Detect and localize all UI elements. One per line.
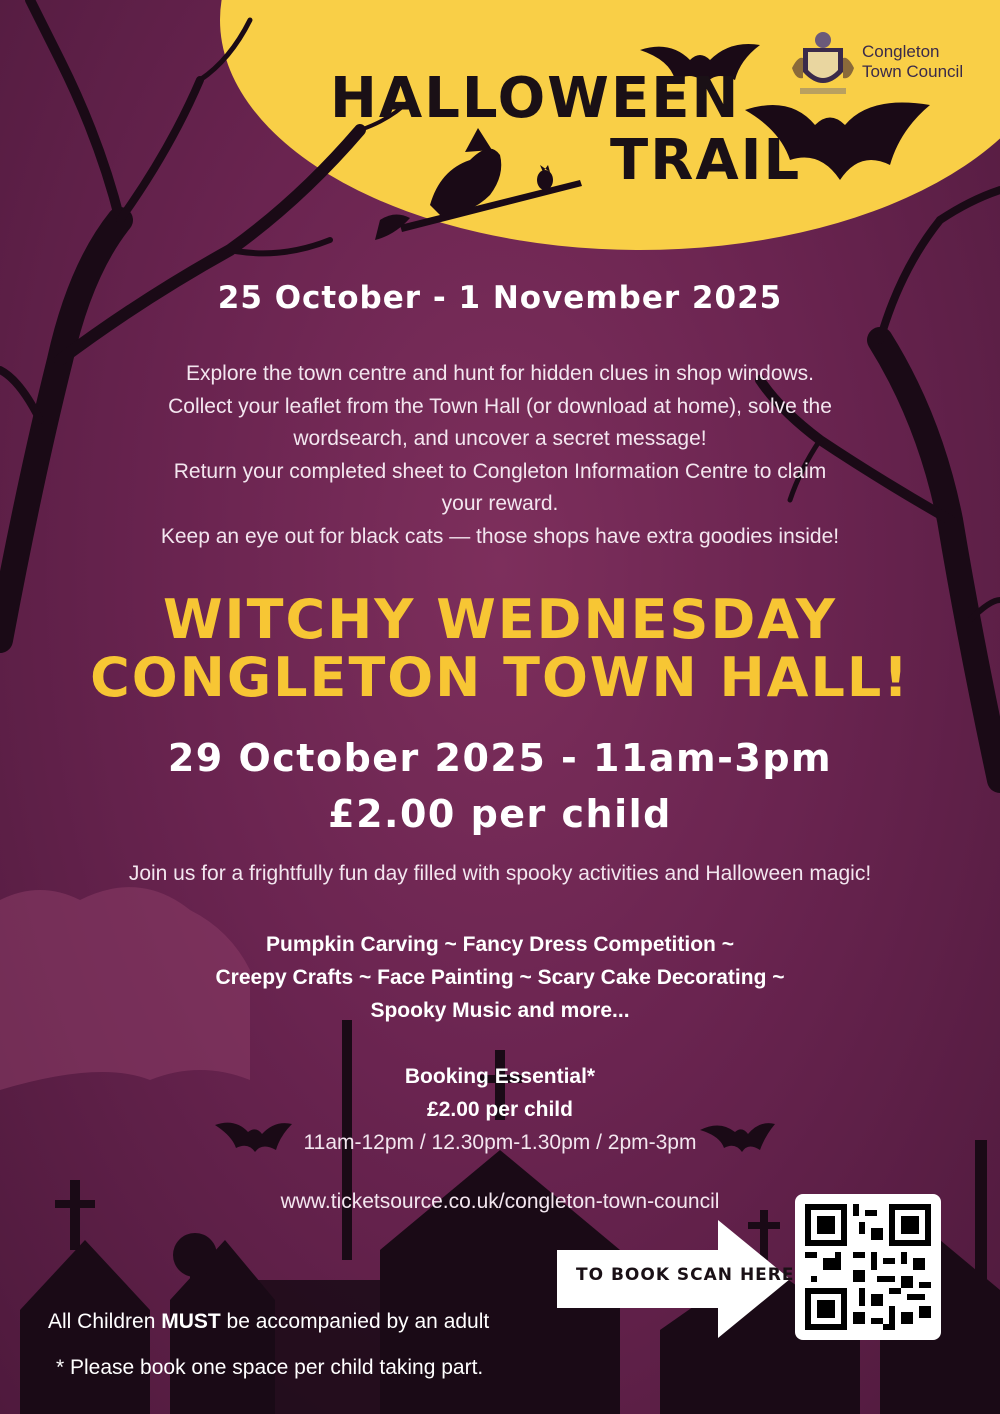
trail-dates: 25 October - 1 November 2025 [217, 280, 783, 316]
intro-line: Return your completed sheet to Congleton Information Centre to claim [173, 459, 827, 483]
event-headline-line1: WITCHY WEDNESDAY [162, 588, 837, 651]
council-name-line1: Congleton [862, 42, 940, 61]
intro-line: Keep an eye out for black cats — those shops have extra goodies inside! [160, 524, 840, 548]
activities-line: Pumpkin Carving ~ Fancy Dress Competition ~ [266, 933, 734, 956]
booking-heading: Booking Essential* [404, 1065, 596, 1088]
event-activities [0, 928, 1000, 1027]
town-crest-icon [790, 28, 856, 98]
council-name-line2: Town Council [862, 62, 964, 81]
footer-note-emphasis: MUST [161, 1310, 221, 1333]
scan-label: TO BOOK SCAN HERE [576, 1265, 795, 1285]
footer-accompany-note [48, 1310, 489, 1334]
footer-note-post: be accompanied by an adult [220, 1310, 490, 1333]
footer-booking-note: * Please book one space per child taking part. [56, 1356, 484, 1379]
footer-note-pre: All Children [48, 1310, 162, 1333]
intro-line: Collect your leaflet from the Town Hall (or download at home), solve the [168, 394, 832, 418]
intro-line: wordsearch, and uncover a secret message! [293, 427, 707, 451]
event-join-text: Join us for a frightfully fun day filled with spooky activities and Halloween magic! [128, 862, 872, 885]
event-headline-line2: CONGLETON TOWN HALL! [90, 646, 910, 709]
activities-line: Creepy Crafts ~ Face Painting ~ Scary Cake Decorating ~ [215, 966, 785, 989]
booking-price: £2.00 per child [427, 1098, 573, 1121]
qr-pattern [805, 1204, 931, 1330]
intro-line: Explore the town centre and hunt for hidden clues in shop windows. [185, 362, 815, 385]
booking-url[interactable]: www.ticketsource.co.uk/congleton-town-council [280, 1190, 720, 1213]
council-name [862, 42, 992, 82]
title-halloween: HALLOWEEN [330, 66, 741, 131]
activities-line: Spooky Music and more... [370, 999, 630, 1022]
title-trail: TRAIL [610, 128, 802, 193]
event-date-time: 29 October 2025 - 11am-3pm [167, 736, 833, 780]
qr-code-icon[interactable] [795, 1194, 941, 1340]
event-price: £2.00 per child [328, 792, 672, 836]
intro-line: your reward. [441, 492, 559, 516]
trail-intro [0, 358, 1000, 554]
booking-info [0, 1060, 1000, 1159]
booking-slots: 11am-12pm / 12.30pm-1.30pm / 2pm-3pm [303, 1131, 697, 1154]
